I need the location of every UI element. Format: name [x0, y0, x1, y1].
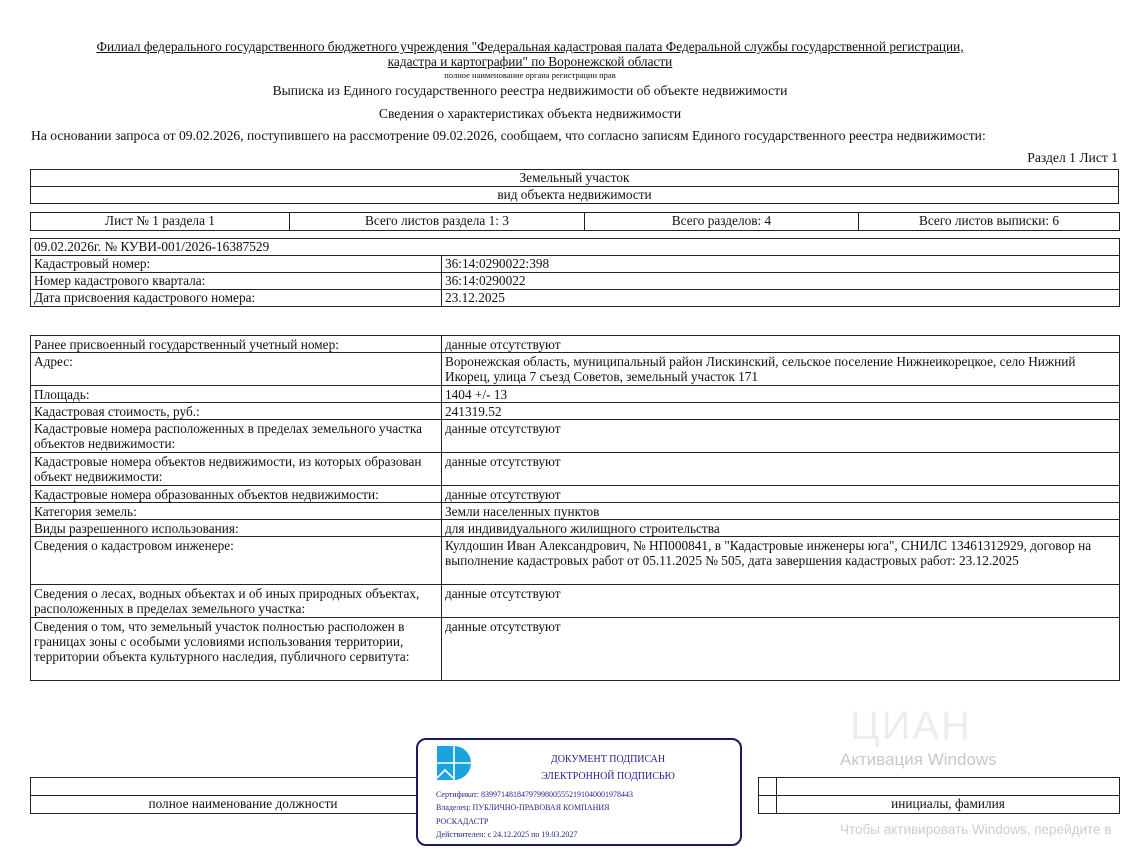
row-label: Адрес:	[31, 353, 442, 386]
intro-text: На основании запроса от 09.02.2026, поступившего на рассмотрение 09.02.2026, сообщаем, что согласно записям Единого государственного реестра недвижимости:	[31, 128, 986, 143]
table-row	[31, 453, 1120, 486]
row-label: Кадастровый номер:	[31, 256, 442, 273]
document-title: Выписка из Единого государственного реестра недвижимости об объекте недвижимости	[272, 83, 788, 98]
area-value: 1404 +/- 13	[442, 386, 1120, 403]
table-row	[31, 486, 1120, 503]
row-label: Виды разрешенного использования:	[31, 520, 442, 537]
record-table	[30, 238, 1120, 307]
organization-caption: полное наименование органа регистрации прав	[444, 70, 616, 80]
address-value: Воронежская область, муниципальный район Лискинский, сельское поселение Нижнеикорецкое, село Нижний Икорец, улица 7 съезд Советов, земельный участок 171	[442, 353, 1120, 386]
record-number: 09.02.2026г. № КУВИ-001/2026-16387529	[31, 239, 1120, 256]
row-value: данные отсутствуют	[442, 420, 1120, 453]
position-caption: полное наименование должности	[31, 796, 456, 814]
row-value: данные отсутствуют	[442, 585, 1120, 618]
name-caption: инициалы, фамилия	[777, 796, 1120, 814]
row-label: Дата присвоения кадастрового номера:	[31, 290, 442, 307]
table-row	[31, 290, 1120, 307]
table-row	[31, 618, 1120, 681]
cian-watermark: ЦИАН	[850, 704, 972, 748]
table-row	[31, 420, 1120, 453]
rosreestr-logo-icon	[435, 745, 473, 781]
organization-name-line2: кадастра и картографии" по Воронежской области	[387, 54, 673, 69]
sheets-total: Всего листов выписки: 6	[859, 213, 1120, 231]
signature-spacer	[759, 796, 777, 814]
position-field	[31, 778, 456, 796]
row-value: данные отсутствуют	[442, 618, 1120, 681]
signature-field	[759, 778, 777, 796]
stamp-owner-line1: Владелец: ПУБЛИЧНО-ПРАВОВАЯ КОМПАНИЯ	[436, 803, 610, 812]
row-label: Категория земель:	[31, 503, 442, 520]
sheet-number: Лист № 1 раздела 1	[31, 213, 290, 231]
table-row	[31, 386, 1120, 403]
stamp-certificate: Сертификат: 839971481847979980055521910400019784​43	[436, 790, 633, 799]
stamp-title-line2: ЭЛЕКТРОННОЙ ПОДПИСЬЮ	[541, 771, 675, 782]
cadastral-number: 36:14:0290022:398	[442, 256, 1120, 273]
sections-total: Всего разделов: 4	[585, 213, 859, 231]
permitted-use-value: для индивидуального жилищного строительства	[442, 520, 1120, 537]
row-label: Площадь:	[31, 386, 442, 403]
details-table	[30, 335, 1120, 681]
object-type-value: Земельный участок	[31, 170, 1119, 187]
row-label: Номер кадастрового квартала:	[31, 273, 442, 290]
section-sheet-label: Раздел 1 Лист 1	[1027, 150, 1118, 165]
row-label: Ранее присвоенный государственный учетный номер:	[31, 336, 442, 353]
table-row	[31, 353, 1120, 386]
table-row	[31, 273, 1120, 290]
sheets-in-section: Всего листов раздела 1: 3	[290, 213, 585, 231]
table-row	[31, 503, 1120, 520]
stamp-validity: Действителен: с 24.12.2025 по 19.03.2027	[436, 830, 578, 839]
document-subtitle: Сведения о характеристиках объекта недвижимости	[378, 106, 682, 121]
row-value: данные отсутствуют	[442, 486, 1120, 503]
organization-name-line1: Филиал федерального государственного бюджетного учреждения "Федеральная кадастровая палата Федеральной службы государственной регистрации,	[96, 39, 964, 54]
organization-name	[0, 39, 1060, 69]
sheets-info-table	[30, 212, 1120, 231]
cadastral-engineer-value: Кулдошин Иван Александрович, № НП000841, в "Кадастровые инженеры юга", СНИЛС 13461312929, договор на выполнение кадастровых работ от 05.11.2025 № 505, дата завершения кадастровых работ: 23.12.2025	[442, 537, 1120, 585]
row-label: Сведения о том, что земельный участок полностью расположен в границах зоны с особыми условиями использования территории, территории объекта культурного наследия, публичного сервитута:	[31, 618, 442, 681]
stamp-owner-line2: РОСКАДАСТР	[436, 817, 489, 826]
assignment-date: 23.12.2025	[442, 290, 1120, 307]
object-type-caption: вид объекта недвижимости	[31, 187, 1119, 204]
row-label: Сведения о лесах, водных объектах и об иных природных объектах, расположенных в пределах земельного участка:	[31, 585, 442, 618]
row-label: Кадастровая стоимость, руб.:	[31, 403, 442, 420]
table-row	[31, 520, 1120, 537]
table-row	[31, 585, 1120, 618]
windows-activation-title: Активация Windows	[840, 750, 997, 769]
windows-activation-text: Чтобы активировать Windows, перейдите в	[840, 822, 1112, 837]
table-row	[31, 403, 1120, 420]
electronic-signature-stamp	[416, 738, 742, 846]
object-type-table	[30, 169, 1119, 204]
table-row	[31, 537, 1120, 585]
cadastral-cost-value: 241319.52	[442, 403, 1120, 420]
row-value: данные отсутствуют	[442, 336, 1120, 353]
cadastral-quarter: 36:14:0290022	[442, 273, 1120, 290]
land-category-value: Земли населенных пунктов	[442, 503, 1120, 520]
table-row	[31, 256, 1120, 273]
name-field	[777, 778, 1120, 796]
row-label: Сведения о кадастровом инженере:	[31, 537, 442, 585]
stamp-title-line1: ДОКУМЕНТ ПОДПИСАН	[550, 754, 666, 765]
row-label: Кадастровые номера объектов недвижимости, из которых образован объект недвижимости:	[31, 453, 442, 486]
row-label: Кадастровые номера образованных объектов недвижимости:	[31, 486, 442, 503]
row-value: данные отсутствуют	[442, 453, 1120, 486]
row-label: Кадастровые номера расположенных в пределах земельного участка объектов недвижимости:	[31, 420, 442, 453]
table-row	[31, 336, 1120, 353]
